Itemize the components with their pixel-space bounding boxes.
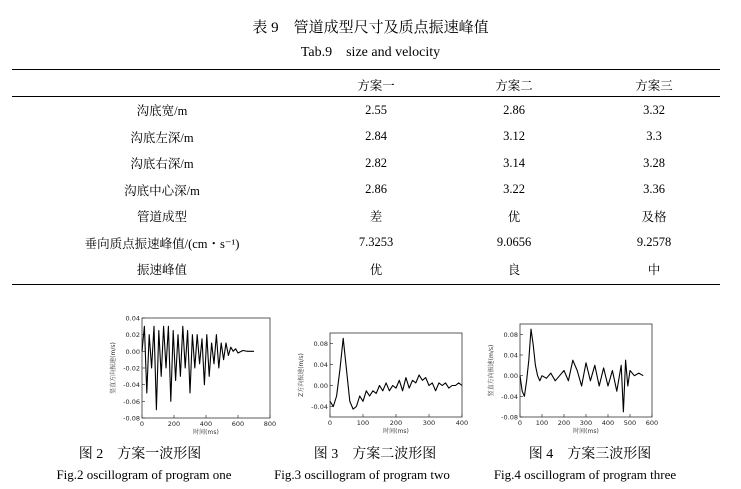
table-title-en: Tab.9 size and velocity — [300, 45, 441, 60]
y-axis-label: 竖直方向振速(m/s) — [110, 342, 117, 394]
x-tick-label: 100 — [535, 419, 549, 427]
header-cell: 方案一 — [357, 79, 395, 93]
value-cell: 优 — [369, 263, 383, 278]
value-cell: 3.28 — [643, 155, 665, 170]
y-tick-label: -0.08 — [123, 414, 140, 423]
x-tick-label: 200 — [557, 419, 571, 427]
x-axis-label: 时间(ms) — [573, 428, 599, 435]
y-tick-label: -0.08 — [501, 413, 518, 422]
x-tick-label: 400 — [455, 419, 469, 427]
x-tick-label: 500 — [623, 419, 637, 427]
figure-4-chart — [486, 318, 666, 435]
data-table — [12, 73, 720, 283]
x-tick-label: 100 — [356, 419, 370, 427]
figure-3-caption: 图 3 方案二波形图 — [313, 447, 437, 462]
figure-3-chart — [296, 327, 472, 435]
row-label-cell: 沟底左深/m — [130, 130, 194, 145]
value-cell: 7.3253 — [358, 235, 394, 250]
header-cell: 方案二 — [495, 79, 533, 93]
figure-3-caption-en: Fig.3 oscillogram of program two — [274, 467, 450, 482]
x-tick-label: 600 — [645, 419, 659, 427]
value-cell: 3.3 — [646, 129, 662, 144]
x-tick-label: 0 — [139, 420, 145, 428]
figure-4-caption: 图 4 方案三波形图 — [528, 447, 652, 462]
table-row — [12, 124, 720, 151]
value-cell: 良 — [507, 263, 521, 278]
value-cell: 2.84 — [365, 129, 387, 144]
plot-frame — [520, 324, 652, 417]
y-tick-label: -0.02 — [123, 364, 140, 373]
x-tick-label: 0 — [327, 419, 333, 427]
value-cell: 及格 — [641, 210, 667, 225]
y-tick-label: -0.04 — [123, 381, 140, 390]
figure-4-caption-en: Fig.4 oscillogram of program three — [493, 467, 677, 482]
table-row — [12, 230, 720, 257]
x-tick-label: 600 — [231, 420, 245, 428]
table-row — [12, 97, 720, 124]
value-cell: 中 — [647, 263, 661, 278]
y-tick-label: 0.08 — [313, 340, 328, 348]
figure-2-caption-en: Fig.2 oscillogram of program one — [56, 467, 232, 482]
value-cell: 9.2578 — [636, 235, 672, 250]
value-cell: 2.86 — [503, 102, 525, 117]
waveform-line — [520, 329, 643, 412]
x-tick-label: 400 — [601, 419, 615, 427]
y-tick-label: 0.08 — [503, 330, 518, 339]
value-cell: 3.14 — [503, 155, 525, 170]
table-row — [12, 203, 720, 230]
y-tick-label: 0.04 — [313, 361, 328, 369]
y-tick-label: 0.00 — [313, 382, 328, 390]
waveform-line — [142, 326, 254, 409]
value-cell: 3.36 — [643, 182, 665, 197]
x-axis-label: 时间(ms) — [193, 429, 219, 436]
row-label-cell: 沟底右深/m — [130, 157, 194, 172]
value-cell: 2.86 — [365, 182, 387, 197]
row-label-cell: 沟底宽/m — [136, 104, 188, 119]
table-top-rule — [12, 69, 720, 70]
value-cell: 3.22 — [503, 182, 525, 197]
row-label-cell: 管道成型 — [136, 210, 187, 225]
table-row — [12, 177, 720, 204]
y-tick-label: -0.04 — [311, 403, 328, 411]
waveform-line — [330, 338, 462, 409]
x-tick-label: 300 — [579, 419, 593, 427]
table-header-row — [12, 73, 720, 97]
x-tick-label: 200 — [389, 419, 403, 427]
y-axis-label: 竖直方向振速(m/s) — [488, 344, 495, 397]
plot-frame — [330, 333, 462, 417]
table-bottom-rule — [12, 284, 720, 285]
x-tick-label: 800 — [263, 420, 277, 428]
row-label-cell: 垂向质点振速峰值/(cm・s⁻¹) — [84, 236, 240, 251]
value-cell: 2.82 — [365, 155, 387, 170]
figure-2-caption: 图 2 方案一波形图 — [78, 447, 202, 462]
x-tick-label: 400 — [199, 420, 213, 428]
y-tick-label: 0.02 — [125, 331, 140, 340]
x-tick-label: 200 — [167, 420, 181, 428]
y-tick-label: 0.04 — [503, 351, 518, 360]
value-cell: 9.0656 — [496, 235, 532, 250]
value-cell: 2.55 — [365, 102, 387, 117]
table-row — [12, 150, 720, 177]
figure-2-chart — [108, 312, 278, 436]
value-cell: 差 — [369, 210, 383, 225]
row-label-cell: 振速峰值 — [136, 263, 187, 278]
y-tick-label: 0.04 — [125, 314, 140, 323]
row-label-cell: 沟底中心深/m — [124, 183, 200, 198]
x-tick-label: 300 — [422, 419, 436, 427]
y-tick-label: 0.00 — [125, 347, 140, 356]
value-cell: 3.12 — [503, 129, 525, 144]
header-cell — [12, 73, 312, 97]
x-tick-label: 0 — [517, 419, 523, 427]
x-axis-label: 时间(ms) — [383, 428, 409, 435]
value-cell: 3.32 — [643, 102, 665, 117]
y-tick-label: -0.06 — [123, 397, 140, 406]
y-tick-label: -0.04 — [501, 392, 518, 401]
value-cell: 优 — [507, 210, 521, 225]
table-title: 表 9 管道成型尺寸及质点振速峰值 — [252, 20, 489, 36]
y-axis-label: Z方向振速(m/s) — [298, 353, 305, 397]
header-cell: 方案三 — [635, 79, 673, 93]
y-tick-label: 0.00 — [503, 372, 518, 381]
table-row — [12, 256, 720, 283]
